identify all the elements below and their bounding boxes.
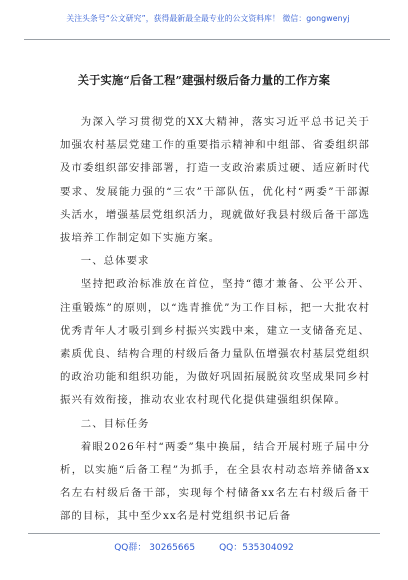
document-body bbox=[60, 111, 370, 529]
intro-paragraph: 为深入学习贯彻党的XX大精神，落实习近平总书记关于加强农村基层党建工作的重要指示精神和中组部、省委组织部及市委组织部安排部署，打造一支政治素质过硬、适应新时代要求、发展能力强的“三农”干部队伍，优化村“两委”干部源头活水，增强基层党组织活力，现就做好我县村级后备干部选拔培养工作制定如下实施方案。 bbox=[60, 116, 370, 245]
footer-qq: QQ：535304092 bbox=[219, 543, 294, 553]
header-divider bbox=[24, 39, 390, 40]
goals-paragraph: 着眼2026年村“两委”集中换届，结合开展村班子届中分析，以实施“后备工程”为抓手，在全县农村动态培养储备xx名左右村级后备干部，实现每个村储备xx名左右村级后备干部的目标，其中至少xx名是村党组织书记后备 bbox=[60, 440, 370, 523]
general-requirements-paragraph: 坚持把政治标准放在首位，坚持“德才兼备、公平公开、注重锻炼”的原则，以“选青推优”为工作目标，把一大批农村优秀青年人才吸引到乡村振兴实践中来，建立一支储备充足、素质优良、结构合理的村级后备力量队伍增强农村基层党组织的政治功能和组织功能，为做好巩固拓展脱贫攻坚成果同乡村振兴有效衔接，推动农业农村现代化提供建强组织保障。 bbox=[60, 278, 370, 407]
section-heading-goals: 二、目标任务 bbox=[80, 417, 150, 430]
footer-contact bbox=[0, 540, 408, 553]
section-heading-general-requirements: 一、总体要求 bbox=[80, 255, 150, 268]
document-title: 关于实施“后备工程”建强村级后备力量的工作方案 bbox=[77, 73, 331, 87]
footer-divider bbox=[28, 533, 380, 534]
header-notice: 关注头条号“公文研究”，获得最新最全最专业的公文资料库！ 微信：gongwenyj bbox=[66, 14, 350, 23]
footer-qq-group: QQ群： 30265665 bbox=[114, 543, 196, 553]
